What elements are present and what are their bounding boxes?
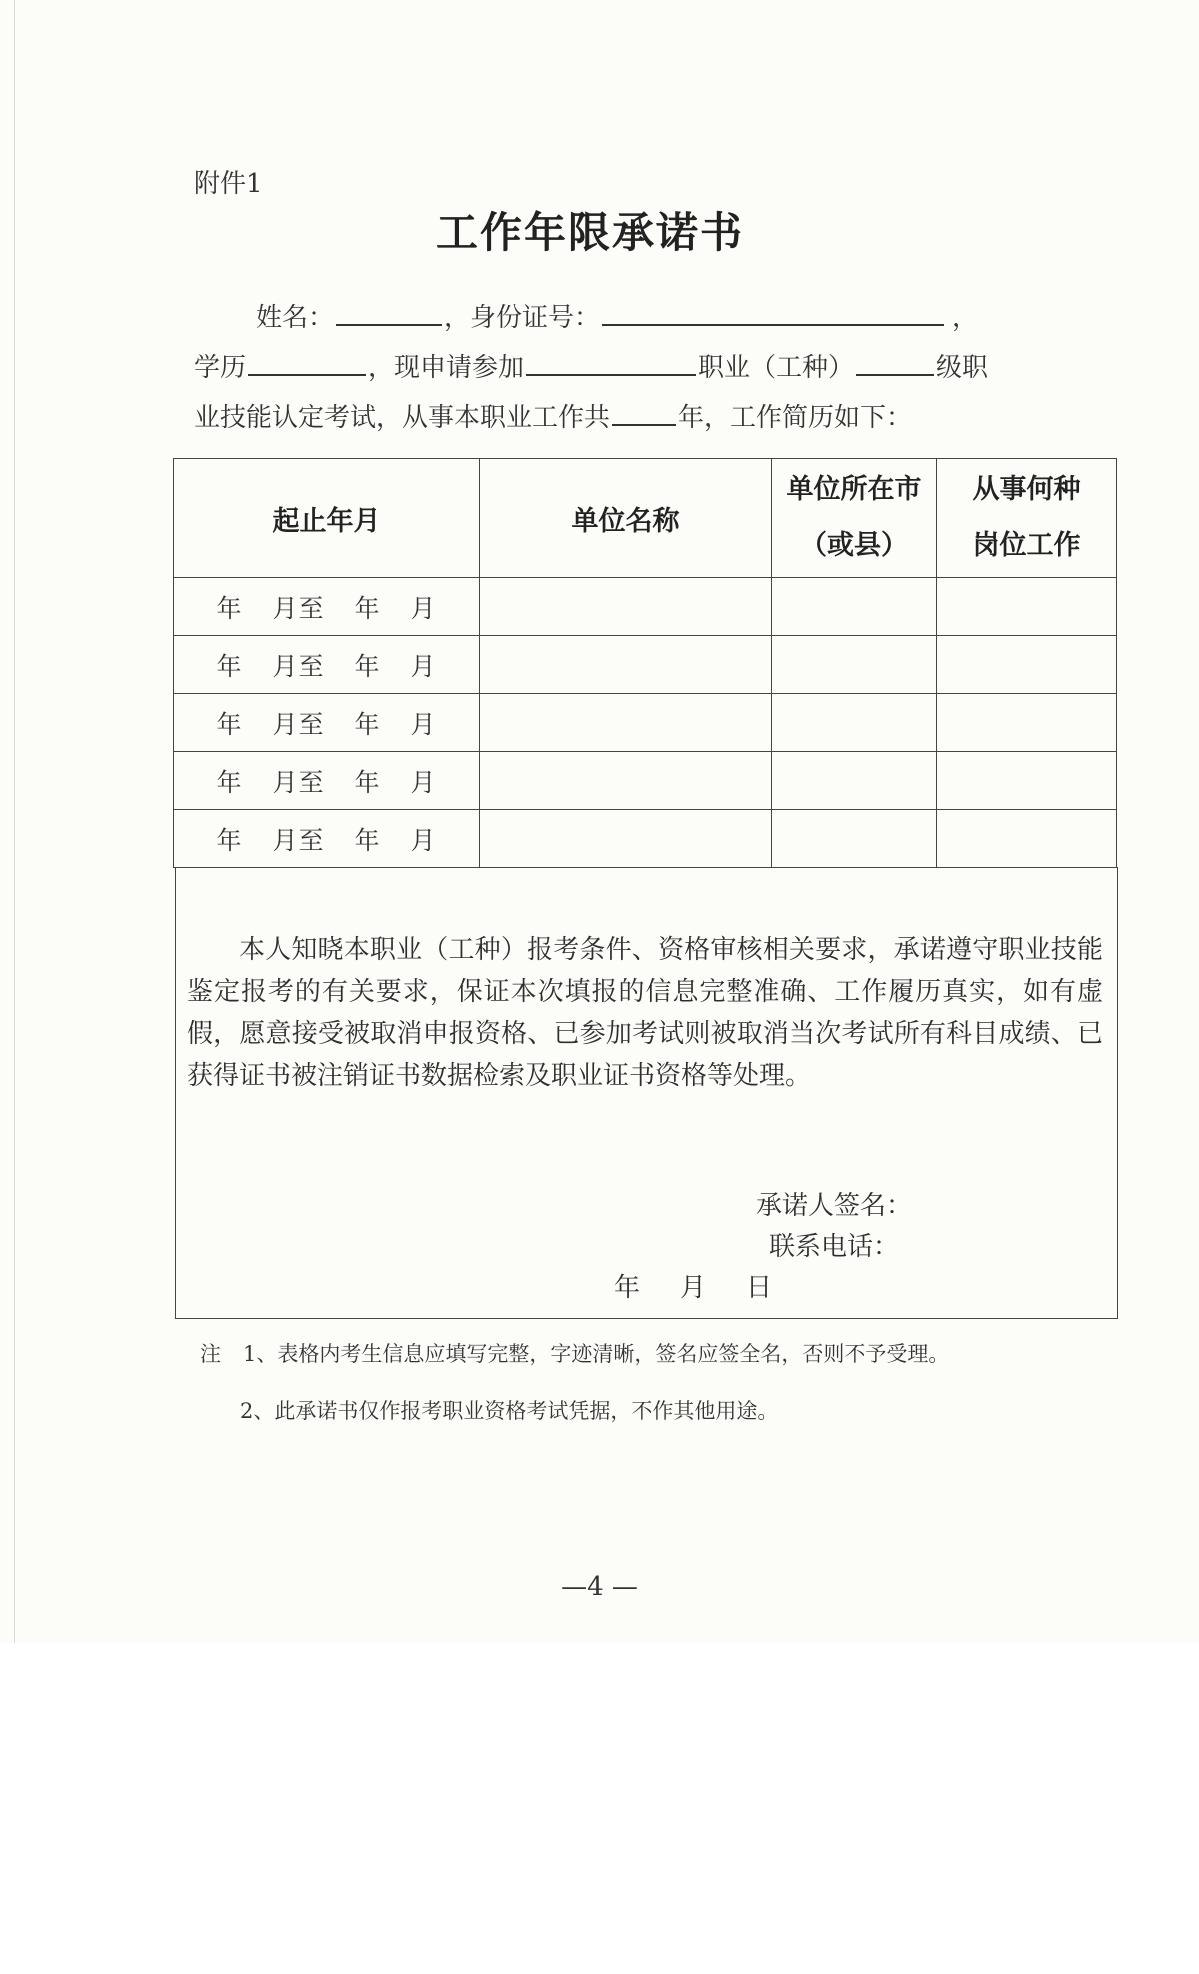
period-cell[interactable] (174, 636, 480, 694)
end-month-label: 月 (410, 709, 437, 739)
start-month-label: 月 (272, 825, 299, 855)
occupation-blank (526, 348, 696, 376)
table-row (174, 694, 1117, 752)
employer-cell[interactable] (480, 752, 772, 810)
comma: ， (444, 303, 471, 333)
to-label: 至 (298, 825, 325, 855)
statement-box (175, 867, 1118, 1319)
post-cell[interactable] (937, 694, 1117, 752)
post-cell[interactable] (937, 810, 1117, 868)
work-history-table (173, 458, 1117, 868)
page-number: —4 — (561, 1572, 638, 1602)
to-label: 至 (298, 593, 325, 623)
years-blank (612, 398, 676, 426)
start-year-label: 年 (216, 651, 243, 681)
city-cell[interactable] (772, 810, 937, 868)
id-blank (602, 298, 944, 326)
occupation-label: 职业（工种） (698, 353, 855, 383)
header-post-line2: 岗位工作 (972, 530, 1081, 561)
period-cell[interactable] (174, 694, 480, 752)
start-month-label: 月 (272, 709, 299, 739)
form-line-name (256, 297, 978, 334)
end-month-label: 月 (410, 825, 437, 855)
end-year-label: 年 (354, 767, 381, 797)
start-year-label: 年 (216, 767, 243, 797)
employer-cell[interactable] (480, 810, 772, 868)
to-label: 至 (298, 767, 325, 797)
note-item-1: 1、表格内考生信息应填写完整，字迹清晰，签名应签全名，否则不予受理。 (243, 1342, 950, 1366)
start-month-label: 月 (272, 651, 299, 681)
end-month-label: 月 (410, 651, 437, 681)
sign-date (614, 1267, 772, 1304)
period-cell[interactable] (174, 752, 480, 810)
header-city-line2: （或县） (800, 530, 908, 561)
name-blank (336, 298, 442, 326)
employer-cell[interactable] (480, 578, 772, 636)
city-cell[interactable] (772, 578, 937, 636)
end-year-label: 年 (354, 593, 381, 623)
header-employer: 单位名称 (480, 459, 772, 578)
phone-label: 联系电话： (769, 1232, 900, 1262)
table-row (174, 578, 1117, 636)
header-period: 起止年月 (174, 459, 480, 578)
table-row (174, 810, 1117, 868)
table-row (174, 752, 1117, 810)
date-month: 月 (680, 1273, 707, 1303)
post-cell[interactable] (937, 636, 1117, 694)
note-2: 2、此承诺书仅作报考职业资格考试凭据，不作其他用途。 (240, 1399, 779, 1423)
form-line-education (194, 347, 988, 384)
header-city (772, 459, 937, 578)
name-label: 姓名： (256, 303, 335, 333)
end-month-label: 月 (410, 767, 437, 797)
level-blank (856, 348, 934, 376)
commitment-statement: 本人知晓本职业（工种）报考条件、资格审核相关要求，承诺遵守职业技能鉴定报考的有关要求，保证本次填报的信息完整准确、工作履历真实，如有虚假，愿意接受被取消申报资格、已参加考试则被取消当次考试所有科目成绩、已获得证书被注销证书数据检索及职业证书资格等处理。 (187, 935, 1103, 1091)
post-cell[interactable] (937, 578, 1117, 636)
id-label: 身份证号： (470, 303, 601, 333)
date-year: 年 (614, 1273, 641, 1303)
period-cell[interactable] (174, 578, 480, 636)
to-label: 至 (298, 709, 325, 739)
header-city-line1: 单位所在市 (786, 474, 922, 505)
start-year-label: 年 (216, 825, 243, 855)
start-month-label: 月 (272, 767, 299, 797)
city-cell[interactable] (772, 694, 937, 752)
end-year-label: 年 (354, 825, 381, 855)
comma: ， (952, 303, 979, 333)
table-header-row (174, 459, 1117, 578)
city-cell[interactable] (772, 636, 937, 694)
end-year-label: 年 (354, 709, 381, 739)
resume-label: 年，工作简历如下： (678, 403, 913, 433)
period-cell[interactable] (174, 810, 480, 868)
note-prefix: 注 (200, 1342, 221, 1366)
city-cell[interactable] (772, 752, 937, 810)
table-body (174, 578, 1117, 868)
education-label: 学历 (194, 353, 247, 383)
post-cell[interactable] (937, 752, 1117, 810)
education-blank (248, 348, 366, 376)
level-label: 级职 (936, 353, 989, 383)
end-year-label: 年 (354, 651, 381, 681)
table-row (174, 636, 1117, 694)
signer-label: 承诺人签名： (756, 1191, 913, 1221)
to-label: 至 (298, 651, 325, 681)
form-line-exam (194, 397, 912, 434)
employer-cell[interactable] (480, 694, 772, 752)
start-year-label: 年 (216, 709, 243, 739)
start-year-label: 年 (216, 593, 243, 623)
apply-label: ，现申请参加 (368, 353, 525, 383)
start-month-label: 月 (272, 593, 299, 623)
exam-label: 业技能认定考试，从事本职业工作共 (194, 403, 611, 433)
attachment-label: 附件1 (194, 169, 263, 199)
employer-cell[interactable] (480, 636, 772, 694)
end-month-label: 月 (410, 593, 437, 623)
header-post-line1: 从事何种 (972, 474, 1081, 505)
date-day: 日 (746, 1273, 773, 1303)
document-title: 工作年限承诺书 (435, 208, 744, 257)
header-post (937, 459, 1117, 578)
note-1 (200, 1338, 949, 1368)
